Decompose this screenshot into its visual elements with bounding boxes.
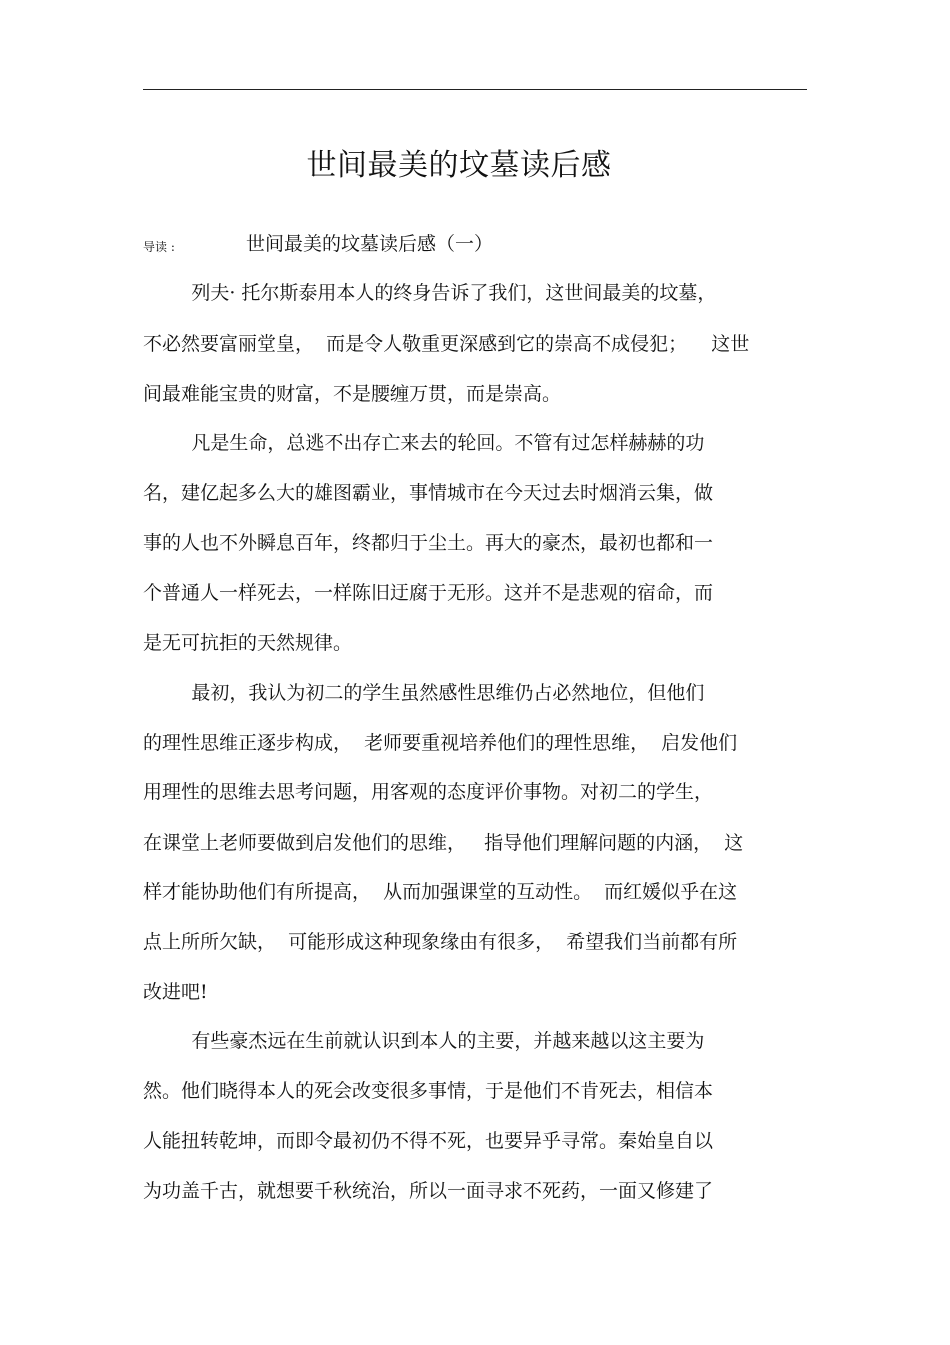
body-line: 个普通人一样死去，一样陈旧迂腐于无形。这并不是悲观的宿命，而 (143, 582, 714, 604)
header-rule (143, 89, 807, 90)
body-line: 然。他们晓得本人的死会改变很多事情，于是他们不肯死去，相信本 (143, 1080, 714, 1102)
subtitle: 世间最美的坟墓读后感（一） (246, 233, 494, 255)
body-line: 用理性的思维去思考问题，用客观的态度评价事物。对初二的学生， (143, 781, 714, 803)
body-line: 在课堂上老师要做到启发他们的思维， 指导他们理解问题的内涵， 这 (143, 832, 744, 854)
body-line: 点上所所欠缺， 可能形成这种现象缘由有很多， 希望我们当前都有所 (143, 931, 738, 953)
body-line: 改进吧! (143, 981, 208, 1003)
body-line: 事的人也不外瞬息百年，终都归于尘土。再大的豪杰，最初也都和一 (143, 532, 714, 554)
body-line: 样才能协助他们有所提高， 从而加强课堂的互动性。 而红媛似乎在这 (143, 881, 738, 903)
body-line: 人能扭转乾坤，而即令最初仍不得不死，也要异乎寻常。秦始皇自以 (143, 1130, 714, 1152)
body-line: 名，建亿起多么大的雄图霸业，事情城市在今天过去时烟消云集，做 (143, 482, 714, 504)
body-line: 有些豪杰远在生前就认识到本人的主要，并越来越以这主要为 (143, 1030, 705, 1052)
body-line: 的理性思维正逐步构成， 老师要重视培养他们的理性思维， 启发他们 (143, 732, 738, 754)
body-line: 为功盖千古，就想要千秋统治，所以一面寻求不死药，一面又修建了 (143, 1180, 714, 1202)
body-line: 不必然要富丽堂皇， 而是令人敬重更深感到它的崇高不成侵犯； 这世 (143, 333, 750, 355)
body-line: 列夫· 托尔斯泰用本人的终身告诉了我们，这世间最美的坟墓， (143, 282, 717, 304)
body-line: 最初，我认为初二的学生虽然感性思维仍占必然地位，但他们 (143, 682, 705, 704)
body-line: 凡是生命，总逃不出存亡来去的轮回。不管有过怎样赫赫的功 (143, 432, 705, 454)
body-line: 间最难能宝贵的财富，不是腰缠万贯，而是崇高。 (143, 383, 562, 405)
body-line: 是无可抗拒的天然规律。 (143, 632, 353, 654)
guide-row (143, 229, 807, 259)
guide-label: 导读 : (143, 240, 175, 254)
page-title: 世间最美的坟墓读后感 (306, 148, 612, 183)
